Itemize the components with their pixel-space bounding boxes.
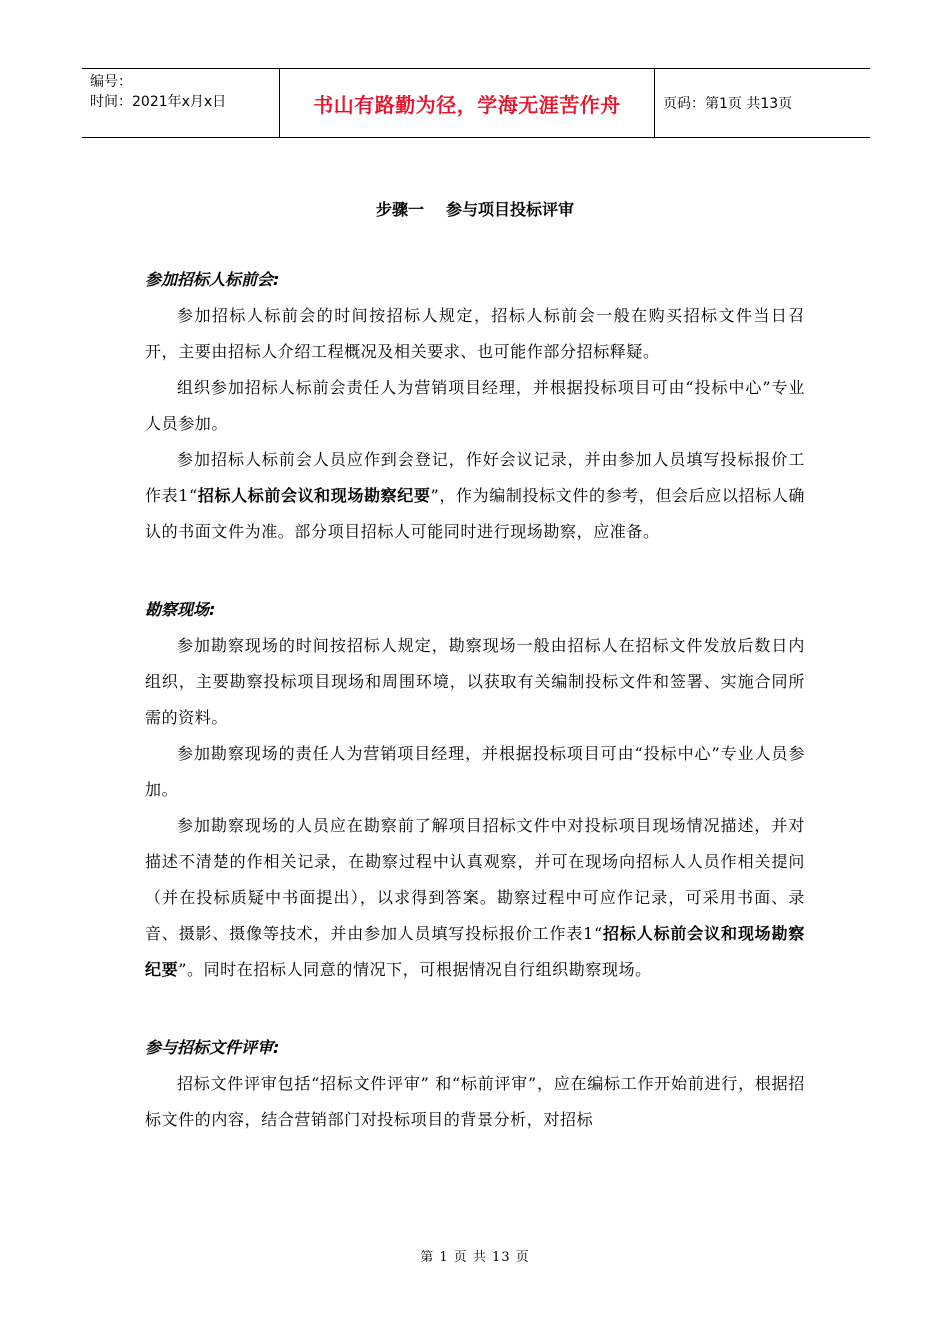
section-tender-review: [145, 1030, 805, 1138]
title-step: 步骤一: [375, 200, 424, 219]
page-title: [0, 197, 950, 220]
section-heading: 参加招标人标前会:: [145, 270, 280, 289]
paragraph-text: ”，作为编制投标文件的参考，但会后应以招标人确认的书面文件为准。部分项目招标人可能同时进行现场勘察，应准备。: [145, 486, 806, 541]
section-heading: 勘察现场:: [145, 600, 216, 619]
header-motto: 书山有路勤为径，学海无涯苦作舟: [280, 69, 655, 137]
section-site-survey: [145, 592, 805, 988]
paragraph: 参加勘察现场的时间按招标人规定，勘察现场一般由招标人在招标文件发放后数日内组织，主要勘察投标项目现场和周围环境，以获取有关编制投标文件和签署、实施合同所需的资料。: [145, 636, 805, 727]
header-page-info: 页码：第1页 共13页: [663, 96, 793, 112]
section-heading: 参与招标文件评审:: [145, 1038, 280, 1057]
title-text: 参与项目投标评审: [446, 200, 575, 219]
paragraph-text: 参加招标人标前会人员应作到会登记，作好会议记录，并由参加人员填写投标报价工作表1“: [145, 450, 805, 505]
paragraph-text: 参加勘察现场的人员应在勘察前了解项目招标文件中对投标项目现场情况描述，并对描述不清楚的作相关记录，在勘察过程中认真观察，并可在现场向招标人人员作相关提问（并在投标质疑中书面提出），以求得到答案。勘察过程中可应作记录，可采用书面、录音、摄影、摄像等技术，并由参加人员填写投标报价工作表1“: [145, 816, 805, 943]
header-meta: [82, 69, 280, 137]
paragraph: 参加招标人标前会的时间按招标人规定，招标人标前会一般在购买招标文件当日召开，主要由招标人介绍工程概况及相关要求、也可能作部分招标释疑。: [145, 306, 805, 361]
document-time-label: 时间：2021年x月x日: [90, 94, 227, 110]
page-footer: 第 1 页 共 13 页: [420, 1250, 530, 1265]
paragraph: 参加勘察现场的责任人为营销项目经理，并根据投标项目可由“投标中心”专业人员参加。: [145, 744, 805, 799]
document-body: [145, 262, 805, 1138]
paragraph-text: ”。同时在招标人同意的情况下，可根据情况自行组织勘察现场。: [178, 960, 652, 979]
section-tender-meeting: [145, 262, 805, 550]
paragraph: 招标文件评审包括“招标文件评审” 和“标前评审”，应在编标工作开始前进行，根据招标文件的内容，结合营销部门对投标项目的背景分析，对招标: [145, 1074, 805, 1129]
paragraph: [145, 442, 805, 550]
paragraph: 组织参加招标人标前会责任人为营销项目经理，并根据投标项目可由“投标中心”专业人员参加。: [145, 378, 805, 433]
document-number-label: 编号：: [90, 74, 132, 90]
paragraph: [145, 808, 805, 988]
page-header: [82, 68, 870, 138]
form-reference: 招标人标前会议和现场勘察纪要: [197, 486, 431, 505]
form-reference: 招标人标前会议和现场勘察纪要: [145, 924, 805, 979]
